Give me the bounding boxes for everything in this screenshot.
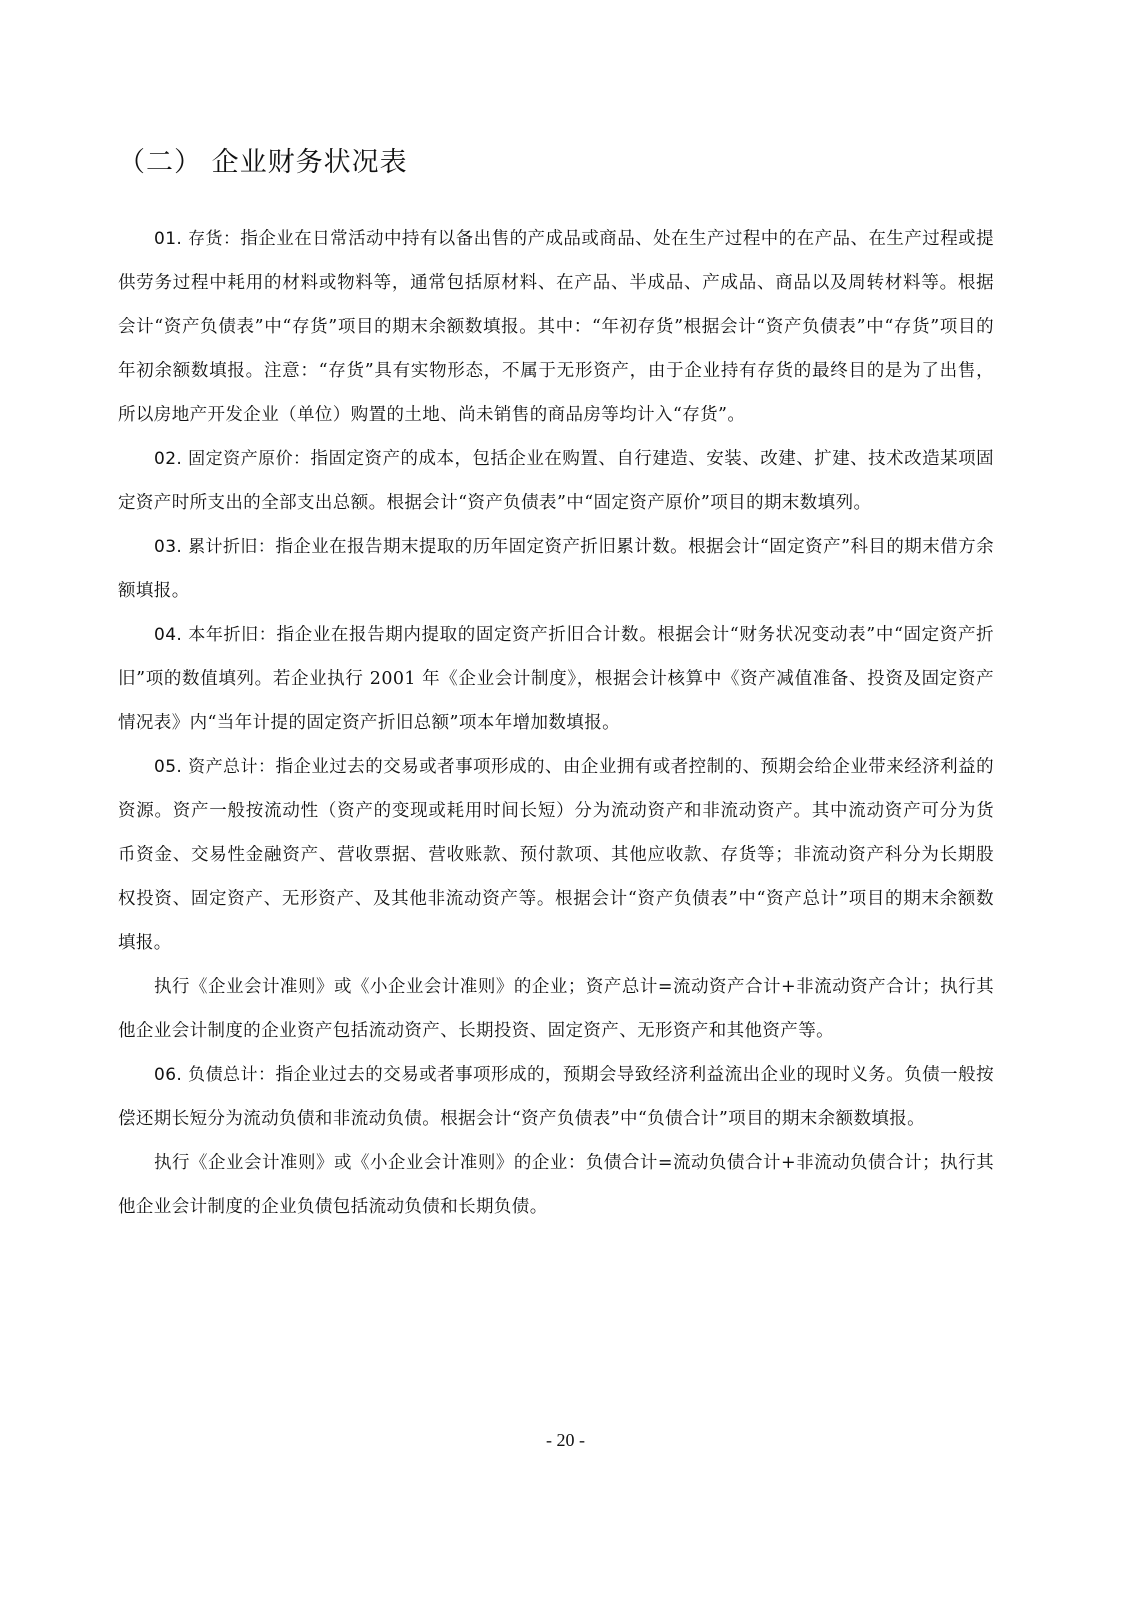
paragraph-annual-depreciation <box>118 613 994 745</box>
term-label: 04. 本年折旧： <box>154 625 277 645</box>
paragraph-fixed-assets-original-value <box>118 437 994 525</box>
term-label: 01. 存货： <box>154 229 241 249</box>
term-label: 05. 资产总计： <box>154 757 276 777</box>
paragraph-total-assets <box>118 745 994 965</box>
paragraph-total-liabilities-note <box>118 1141 994 1229</box>
paragraph-text: 执行《企业会计准则》或《小企业会计准则》的企业；资产总计=流动资产合计+非流动资产合计；执行其他企业会计制度的企业资产包括流动资产、长期投资、固定资产、无形资产和其他资产等。 <box>118 977 994 1041</box>
paragraph-text: 指企业在报告期末提取的历年固定资产折旧累计数。根据会计“固定资产”科目的期末借方余额填报。 <box>118 537 994 601</box>
paragraph-inventory <box>118 217 994 437</box>
paragraph-text: 执行《企业会计准则》或《小企业会计准则》的企业：负债合计=流动负债合计+非流动负债合计；执行其他企业会计制度的企业负债包括流动负债和长期负债。 <box>118 1153 994 1217</box>
paragraph-text: 指固定资产的成本，包括企业在购置、自行建造、安装、改建、扩建、技术改造某项固定资产时所支出的全部支出总额。根据会计“资产负债表”中“固定资产原价”项目的期末数填列。 <box>118 449 994 513</box>
section-title: （二） 企业财务状况表 <box>118 147 408 178</box>
paragraph-text: 指企业过去的交易或者事项形成的，预期会导致经济利益流出企业的现时义务。负债一般按偿还期长短分为流动负债和非流动负债。根据会计“资产负债表”中“负债合计”项目的期末余额数填报。 <box>118 1065 994 1129</box>
paragraph-accumulated-depreciation <box>118 525 994 613</box>
paragraph-text: 指企业在日常活动中持有以备出售的产成品或商品、处在生产过程中的在产品、在生产过程或提供劳务过程中耗用的材料或物料等，通常包括原材料、在产品、半成品、产成品、商品以及周转材料等。根据会计“资产负债表”中“存货”项目的期末余额数填报。其中：“年初存货”根据会计“资产负债表”中“存货”项目的年初余额数填报。注意：“存货”具有实物形态，不属于无形资产，由于企业持有存货的最终目的是为了出售，所以房地产开发企业（单位）购置的土地、尚未销售的商品房等均计入“存货”。 <box>118 229 994 425</box>
paragraph-text: 指企业在报告期内提取的固定资产折旧合计数。根据会计“财务状况变动表”中“固定资产折旧”项的数值填列。若企业执行 2001 年《企业会计制度》，根据会计核算中《资产减值准备、投资及固定资产情况表》内“当年计提的固定资产折旧总额”项本年增加数填报。 <box>118 625 994 733</box>
term-label: 06. 负债总计： <box>154 1065 276 1085</box>
term-label: 03. 累计折旧： <box>154 537 276 557</box>
page-number: - 20 - <box>546 1430 585 1450</box>
paragraph-text: 指企业过去的交易或者事项形成的、由企业拥有或者控制的、预期会给企业带来经济利益的资源。资产一般按流动性（资产的变现或耗用时间长短）分为流动资产和非流动资产。其中流动资产可分为货币资金、交易性金融资产、营收票据、营收账款、预付款项、其他应收款、存货等；非流动资产科分为长期股权投资、固定资产、无形资产、及其他非流动资产等。根据会计“资产负债表”中“资产总计”项目的期末余额数填报。 <box>118 757 994 953</box>
paragraph-total-liabilities <box>118 1053 994 1141</box>
body-text <box>118 217 994 1229</box>
term-label: 02. 固定资产原价： <box>154 449 311 469</box>
paragraph-total-assets-note <box>118 965 994 1053</box>
